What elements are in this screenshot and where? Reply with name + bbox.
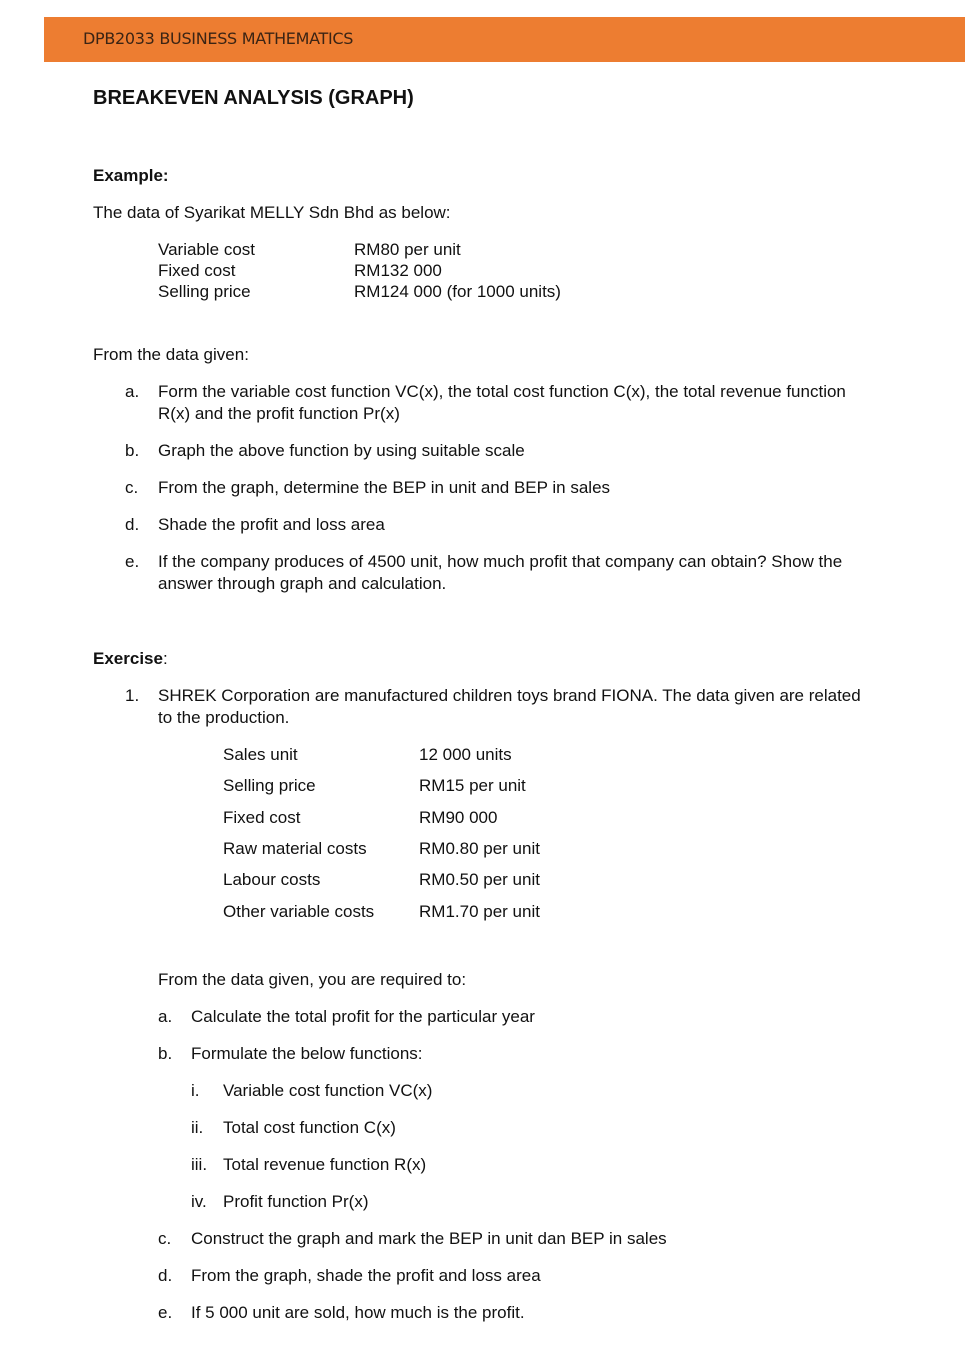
question-label: e. bbox=[158, 1303, 173, 1322]
question-text: If the company produces of 4500 unit, how much profit that company can obtain? Show the bbox=[158, 552, 843, 571]
data-value: RM15 per unit bbox=[419, 776, 526, 795]
sub-label: i. bbox=[191, 1081, 200, 1100]
page-title: BREAKEVEN ANALYSIS (GRAPH) bbox=[93, 87, 414, 109]
question-text: Construct the graph and mark the BEP in unit dan BEP in sales bbox=[191, 1229, 667, 1248]
question-text: From the graph, shade the profit and loss area bbox=[191, 1266, 541, 1285]
data-value: RM0.80 per unit bbox=[419, 839, 540, 858]
exercise-colon: : bbox=[162, 649, 168, 668]
data-label: Fixed cost bbox=[223, 808, 301, 827]
data-value: RM90 000 bbox=[419, 808, 498, 827]
data-label: Selling price bbox=[223, 776, 316, 795]
question-text: to the production. bbox=[158, 708, 290, 727]
data-label: Variable cost bbox=[158, 240, 256, 259]
exercise-lead: From the data given, you are required to: bbox=[158, 970, 467, 989]
data-label: Selling price bbox=[158, 282, 251, 301]
question-text: If 5 000 unit are sold, how much is the profit. bbox=[191, 1303, 525, 1322]
sub-text: Variable cost function VC(x) bbox=[223, 1081, 433, 1100]
data-value: RM0.50 per unit bbox=[419, 870, 540, 889]
header-bar bbox=[44, 17, 965, 62]
sub-label: ii. bbox=[191, 1118, 204, 1137]
question-label: e. bbox=[125, 552, 140, 571]
sub-text: Total revenue function R(x) bbox=[223, 1155, 427, 1174]
question-text: Shade the profit and loss area bbox=[158, 515, 385, 534]
example-lead: From the data given: bbox=[93, 345, 249, 364]
exercise-heading-text: Exercise bbox=[93, 649, 163, 668]
question-label: d. bbox=[125, 515, 140, 534]
course-title: DPB2033 BUSINESS MATHEMATICS bbox=[83, 29, 354, 48]
exercise-heading bbox=[93, 649, 168, 669]
data-label: Sales unit bbox=[223, 745, 298, 764]
sub-text: Total cost function C(x) bbox=[223, 1118, 396, 1137]
question-label: d. bbox=[158, 1266, 173, 1285]
data-label: Other variable costs bbox=[223, 902, 375, 921]
example-intro: The data of Syarikat MELLY Sdn Bhd as below: bbox=[93, 203, 451, 222]
question-text: Form the variable cost function VC(x), the total cost function C(x), the total revenue function bbox=[158, 382, 846, 401]
question-text: Formulate the below functions: bbox=[191, 1044, 423, 1063]
data-value: RM80 per unit bbox=[354, 240, 461, 259]
question-label: b. bbox=[158, 1044, 173, 1063]
question-label: b. bbox=[125, 441, 140, 460]
sub-text: Profit function Pr(x) bbox=[223, 1192, 369, 1211]
question-label: a. bbox=[158, 1007, 173, 1026]
question-label: 1. bbox=[125, 686, 140, 705]
question-text: SHREK Corporation are manufactured children toys brand FIONA. The data given are related bbox=[158, 686, 861, 705]
question-label: a. bbox=[125, 382, 140, 401]
data-value: RM124 000 (for 1000 units) bbox=[354, 282, 561, 301]
data-label: Raw material costs bbox=[223, 839, 367, 858]
data-label: Labour costs bbox=[223, 870, 321, 889]
question-text: answer through graph and calculation. bbox=[158, 574, 447, 593]
sub-label: iii. bbox=[191, 1155, 208, 1174]
question-text: R(x) and the profit function Pr(x) bbox=[158, 404, 400, 423]
data-value: RM132 000 bbox=[354, 261, 442, 280]
question-text: Graph the above function by using suitable scale bbox=[158, 441, 525, 460]
question-label: c. bbox=[125, 478, 139, 497]
data-value: RM1.70 per unit bbox=[419, 902, 540, 921]
question-text: Calculate the total profit for the particular year bbox=[191, 1007, 535, 1026]
sub-label: iv. bbox=[191, 1192, 207, 1211]
data-label: Fixed cost bbox=[158, 261, 236, 280]
question-text: From the graph, determine the BEP in unit and BEP in sales bbox=[158, 478, 611, 497]
example-heading: Example: bbox=[93, 166, 169, 185]
question-label: c. bbox=[158, 1229, 172, 1248]
data-value: 12 000 units bbox=[419, 745, 512, 764]
